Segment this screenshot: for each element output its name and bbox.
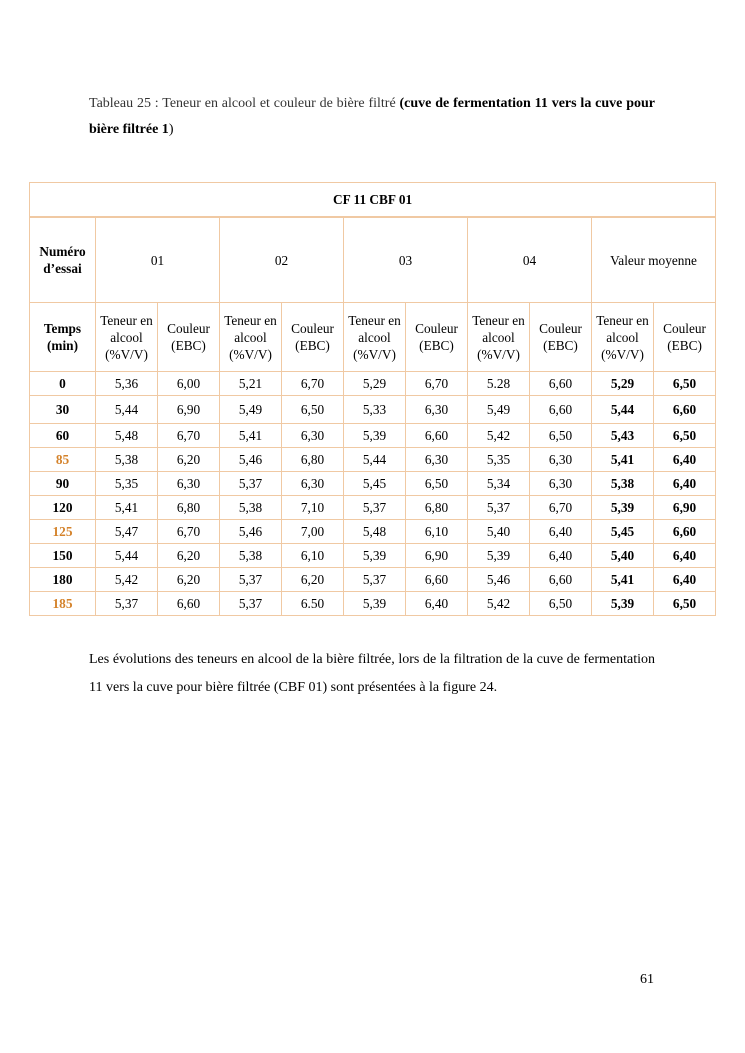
value-cell: 5,38 xyxy=(220,496,282,520)
time-cell: 150 xyxy=(30,544,96,568)
value-cell: 5,48 xyxy=(344,520,406,544)
table-row xyxy=(30,424,716,448)
value-cell: 5,46 xyxy=(220,520,282,544)
value-cell: 6,40 xyxy=(530,520,592,544)
value-cell: 5,46 xyxy=(468,568,530,592)
value-cell: 5,39 xyxy=(344,544,406,568)
value-cell: 5,21 xyxy=(220,372,282,396)
col-couleur-header: Couleur (EBC) xyxy=(282,303,344,372)
mean-value-cell: 5,41 xyxy=(592,568,654,592)
value-cell: 6,30 xyxy=(530,448,592,472)
col-alcool-header: Teneur en alcool (%V/V) xyxy=(220,303,282,372)
essai-header: 03 xyxy=(344,217,468,303)
value-cell: 6,30 xyxy=(406,396,468,424)
value-cell: 6,60 xyxy=(158,592,220,616)
time-label: Temps (min) xyxy=(30,303,96,372)
value-cell: 6.50 xyxy=(282,592,344,616)
value-cell: 6,70 xyxy=(406,372,468,396)
value-cell: 5,41 xyxy=(96,496,158,520)
value-cell: 6,70 xyxy=(282,372,344,396)
col-couleur-header: Couleur (EBC) xyxy=(654,303,716,372)
table-row xyxy=(30,472,716,496)
value-cell: 5,35 xyxy=(96,472,158,496)
value-cell: 5,37 xyxy=(344,568,406,592)
essai-header: 02 xyxy=(220,217,344,303)
mean-value-cell: 6,40 xyxy=(654,472,716,496)
value-cell: 6,80 xyxy=(158,496,220,520)
table-caption xyxy=(89,91,655,143)
value-cell: 6,30 xyxy=(406,448,468,472)
mean-value-cell: 6,60 xyxy=(654,520,716,544)
data-table xyxy=(29,182,716,616)
value-cell: 7,00 xyxy=(282,520,344,544)
mean-value-cell: 6,40 xyxy=(654,568,716,592)
value-cell: 5,37 xyxy=(96,592,158,616)
col-couleur-header: Couleur (EBC) xyxy=(406,303,468,372)
value-cell: 6,70 xyxy=(158,424,220,448)
essai-label: Numéro d’essai xyxy=(30,217,96,303)
table-title: CF 11 CBF 01 xyxy=(30,183,716,218)
value-cell: 5,37 xyxy=(220,592,282,616)
time-cell: 120 xyxy=(30,496,96,520)
value-cell: 6,90 xyxy=(158,396,220,424)
value-cell: 5,35 xyxy=(468,448,530,472)
mean-value-cell: 6,40 xyxy=(654,544,716,568)
value-cell: 5,48 xyxy=(96,424,158,448)
col-couleur-header: Couleur (EBC) xyxy=(158,303,220,372)
time-cell: 125 xyxy=(30,520,96,544)
value-cell: 5,46 xyxy=(220,448,282,472)
value-cell: 5,39 xyxy=(344,592,406,616)
table-row xyxy=(30,520,716,544)
essai-header: 04 xyxy=(468,217,592,303)
value-cell: 6,60 xyxy=(406,568,468,592)
table-row xyxy=(30,372,716,396)
col-alcool-header: Teneur en alcool (%V/V) xyxy=(592,303,654,372)
col-alcool-header: Teneur en alcool (%V/V) xyxy=(96,303,158,372)
value-cell: 6,20 xyxy=(282,568,344,592)
mean-value-cell: 6,50 xyxy=(654,372,716,396)
time-cell: 30 xyxy=(30,396,96,424)
time-cell: 85 xyxy=(30,448,96,472)
mean-value-cell: 5,40 xyxy=(592,544,654,568)
value-cell: 6,50 xyxy=(406,472,468,496)
mean-value-cell: 6,50 xyxy=(654,592,716,616)
body-paragraph: Les évolutions des teneurs en alcool de la bière filtrée, lors de la filtration de la cuve de fermentation 11 vers la cuve pour bière filtrée (CBF 01) sont présentées à la figure 24. xyxy=(89,652,655,695)
value-cell: 6,30 xyxy=(282,424,344,448)
value-cell: 6,80 xyxy=(282,448,344,472)
value-cell: 6,60 xyxy=(530,568,592,592)
value-cell: 6,90 xyxy=(406,544,468,568)
value-cell: 6,50 xyxy=(530,592,592,616)
table-row xyxy=(30,496,716,520)
value-cell: 5,39 xyxy=(344,424,406,448)
value-cell: 6,40 xyxy=(406,592,468,616)
table-row xyxy=(30,396,716,424)
value-cell: 5,47 xyxy=(96,520,158,544)
value-cell: 5,40 xyxy=(468,520,530,544)
table-row xyxy=(30,568,716,592)
mean-value-cell: 6,60 xyxy=(654,396,716,424)
value-cell: 5,39 xyxy=(468,544,530,568)
value-cell: 6,70 xyxy=(158,520,220,544)
value-cell: 6,50 xyxy=(530,424,592,448)
value-cell: 6,20 xyxy=(158,544,220,568)
table-row xyxy=(30,592,716,616)
value-cell: 6,30 xyxy=(530,472,592,496)
value-cell: 6,00 xyxy=(158,372,220,396)
value-cell: 6,80 xyxy=(406,496,468,520)
value-cell: 5,37 xyxy=(468,496,530,520)
mean-value-cell: 6,50 xyxy=(654,424,716,448)
value-cell: 5,37 xyxy=(220,472,282,496)
value-cell: 5,49 xyxy=(468,396,530,424)
value-cell: 6,60 xyxy=(530,396,592,424)
mean-value-cell: 5,39 xyxy=(592,592,654,616)
table-row xyxy=(30,448,716,472)
time-cell: 60 xyxy=(30,424,96,448)
mean-value-cell: 5,38 xyxy=(592,472,654,496)
value-cell: 5,38 xyxy=(220,544,282,568)
caption-bold: (cuve de fermentation 11 vers la cuve pour bière filtrée 1 xyxy=(89,96,655,137)
time-cell: 180 xyxy=(30,568,96,592)
col-alcool-header: Teneur en alcool (%V/V) xyxy=(344,303,406,372)
value-cell: 6,60 xyxy=(530,372,592,396)
value-cell: 6,70 xyxy=(530,496,592,520)
value-cell: 7,10 xyxy=(282,496,344,520)
time-cell: 90 xyxy=(30,472,96,496)
col-alcool-header: Teneur en alcool (%V/V) xyxy=(468,303,530,372)
value-cell: 5,44 xyxy=(344,448,406,472)
mean-value-cell: 5,44 xyxy=(592,396,654,424)
col-couleur-header: Couleur (EBC) xyxy=(530,303,592,372)
value-cell: 5,49 xyxy=(220,396,282,424)
value-cell: 5,45 xyxy=(344,472,406,496)
time-cell: 0 xyxy=(30,372,96,396)
value-cell: 5,41 xyxy=(220,424,282,448)
page-number: 61 xyxy=(640,972,654,987)
value-cell: 5,37 xyxy=(220,568,282,592)
mean-value-cell: 6,40 xyxy=(654,448,716,472)
value-cell: 5,38 xyxy=(96,448,158,472)
mean-value-cell: 6,90 xyxy=(654,496,716,520)
value-cell: 5,36 xyxy=(96,372,158,396)
value-cell: 5.28 xyxy=(468,372,530,396)
value-cell: 6,10 xyxy=(282,544,344,568)
value-cell: 6,20 xyxy=(158,448,220,472)
value-cell: 5,37 xyxy=(344,496,406,520)
essai-header: Valeur moyenne xyxy=(592,217,716,303)
value-cell: 5,29 xyxy=(344,372,406,396)
value-cell: 5,34 xyxy=(468,472,530,496)
mean-value-cell: 5,41 xyxy=(592,448,654,472)
value-cell: 6,40 xyxy=(530,544,592,568)
value-cell: 5,42 xyxy=(468,592,530,616)
essai-header: 01 xyxy=(96,217,220,303)
value-cell: 5,33 xyxy=(344,396,406,424)
value-cell: 5,44 xyxy=(96,544,158,568)
mean-value-cell: 5,29 xyxy=(592,372,654,396)
time-cell: 185 xyxy=(30,592,96,616)
caption-prefix: Tableau 25 : Teneur en alcool et couleur de bière filtré xyxy=(89,96,400,111)
value-cell: 5,42 xyxy=(468,424,530,448)
table-row xyxy=(30,544,716,568)
value-cell: 5,44 xyxy=(96,396,158,424)
mean-value-cell: 5,39 xyxy=(592,496,654,520)
caption-suffix: ) xyxy=(168,122,174,137)
mean-value-cell: 5,43 xyxy=(592,424,654,448)
value-cell: 6,30 xyxy=(158,472,220,496)
mean-value-cell: 5,45 xyxy=(592,520,654,544)
value-cell: 5,42 xyxy=(96,568,158,592)
value-cell: 6,50 xyxy=(282,396,344,424)
value-cell: 6,20 xyxy=(158,568,220,592)
value-cell: 6,30 xyxy=(282,472,344,496)
value-cell: 6,60 xyxy=(406,424,468,448)
value-cell: 6,10 xyxy=(406,520,468,544)
